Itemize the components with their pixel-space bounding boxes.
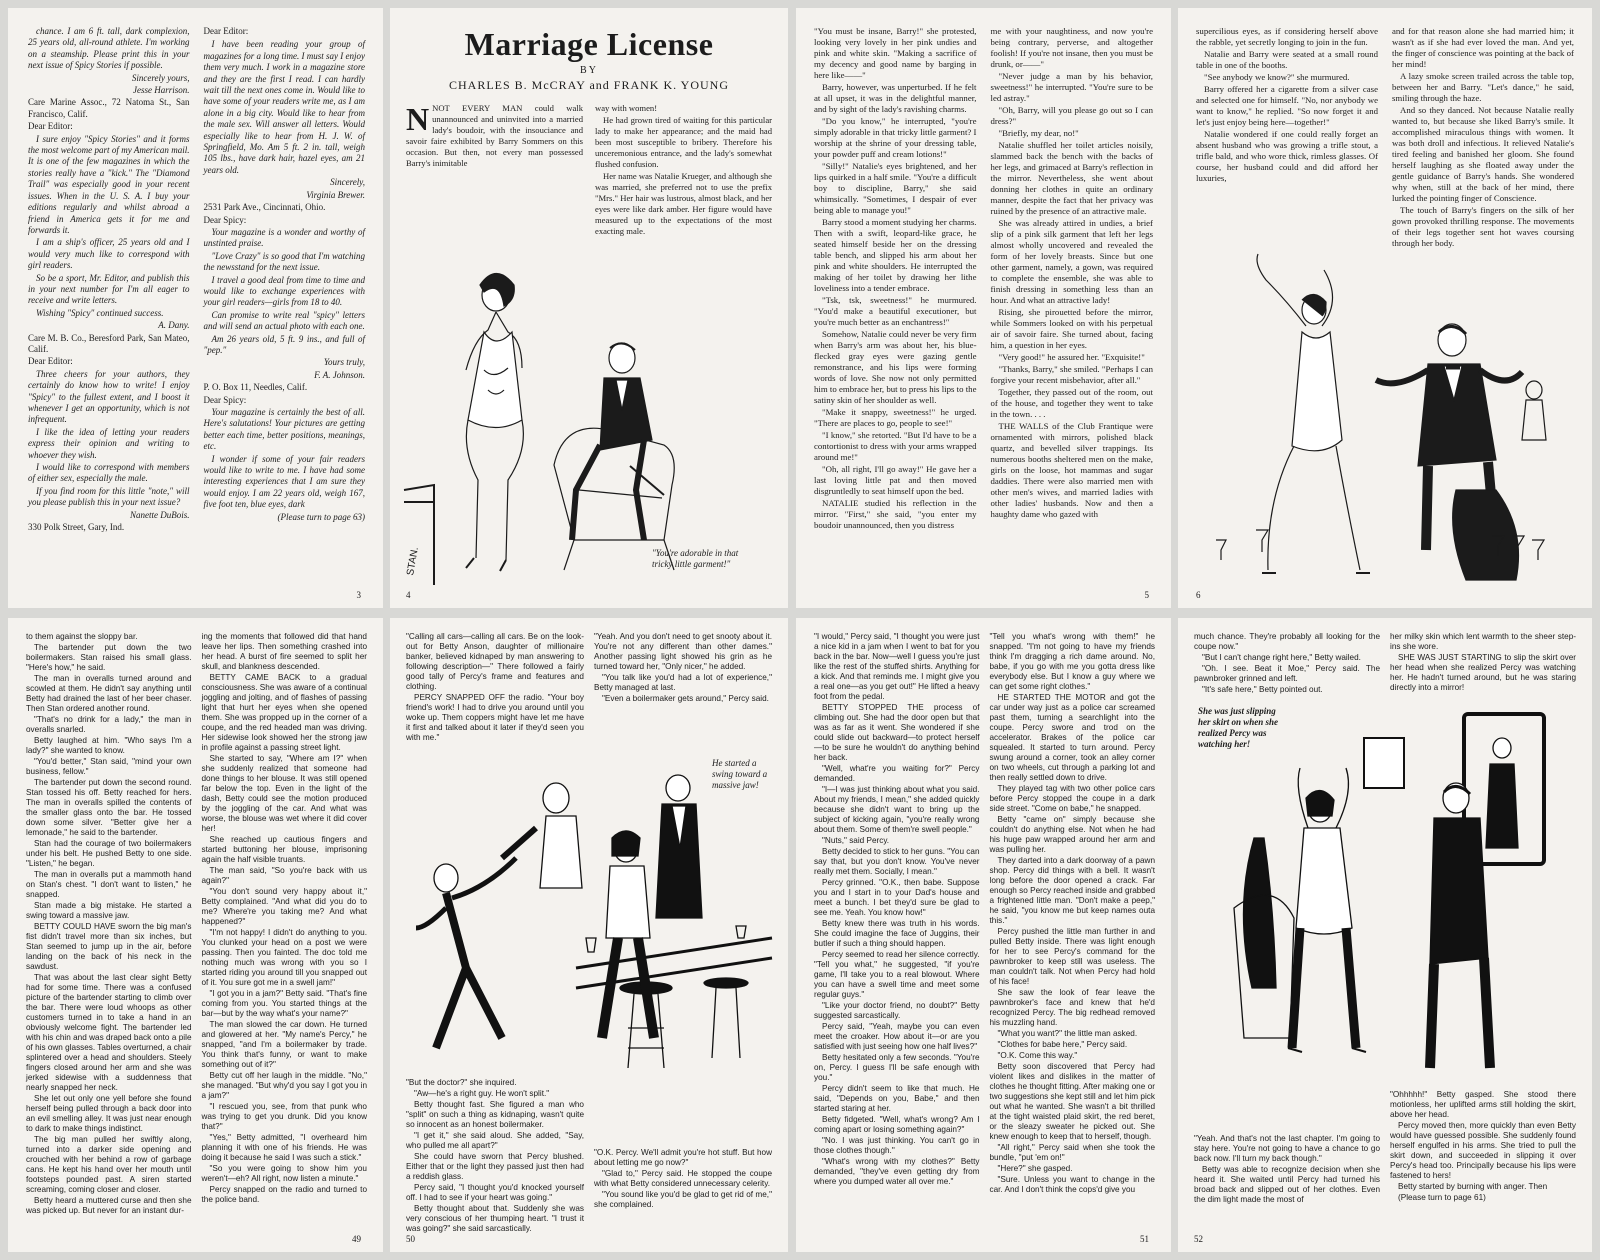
- paragraph: Betty soon discovered that Percy had violent likes and dislikes in the matter of clothes he thought fitting. After making one or two suggestions she kept still and let him pick out what he wanted. She wasn't a bit thrilled at the tight waisted plaid skirt, the red beret, or the sleazy sweater he picked out. She knew enough to keep that to herself, though.: [989, 1062, 1155, 1141]
- story-title: Marriage License: [464, 26, 714, 62]
- paragraph: She reached up cautious fingers and started buttoning her blouse, imprisoning again the half visible truants.: [201, 835, 367, 864]
- paragraph: ing the moments that followed did that hand leave her lips. Then something crashed into her head. A burst of fire seemed to split her skull, and blankness descended.: [201, 632, 367, 671]
- letter-line: I wonder if some of your fair readers would like to write to me. I have had some interesting experiences that I am sure they would enjoy. I am 22 years old, weigh 167, five foot ten, blue eyes, dark: [203, 453, 365, 510]
- paragraph: Percy said, "I thought you'd knocked yourself off. I had to see if your heart was going.": [406, 1183, 584, 1202]
- page-4-column-1: NNOT EVERY MAN could walk unannounced and uninvited into a married lady's boudoir, with the insouciance and savoir faire exhibited by Barry Sommers on this occasion. But then, not every man possessed Barry's inimitable: [406, 101, 583, 168]
- paragraph: "Oh, all right, I'll go away!" He gave her a last loving little pat and then moved disgruntledly to seat himself upon the bed.: [814, 464, 977, 496]
- paragraph: Betty knew there was truth in his words. She could imagine the face of Juggins, their butler if such a thing should happen.: [814, 919, 980, 948]
- paragraph: They darted into a dark doorway of a pawn shop. Percy did things with a bell. It wasn't long before the door opened a crack. Far enough so Percy reached inside and grabbed a frightened little man. "Don't make a peep," he said, "you know me but keep names outa this.": [989, 856, 1155, 925]
- paragraph: supercilious eyes, as if considering herself above the rabble, yet secretly longing to join in the fun.: [1196, 26, 1378, 47]
- paragraph: "You don't sound very happy about it," Betty complained. "And what did you do to me? Where're you taking me? And what happened?": [201, 887, 367, 926]
- paragraph: "I—I was just thinking about what you said. About my friends, I mean," she added quickly because she didn't want to bring up the subject of kicking again, "you're really wrong about them. Some of them're swell people.": [814, 785, 980, 834]
- paragraph: She could have sworn that Percy blushed. Either that or the light they passed just then had a reddish glass.: [406, 1152, 584, 1181]
- letter-line: 2531 Park Ave., Cincinnati, Ohio.: [203, 202, 326, 213]
- byline-by: BY: [580, 65, 598, 76]
- paragraph: "I rescued you, see, from that punk who was trying to get you drunk. Did you know that?": [201, 1102, 367, 1131]
- paragraph: "O.K. Percy. We'll admit you're hot stuff. But how about letting me go now?": [594, 1148, 772, 1167]
- paragraph: Rising, she pirouetted before the mirror, while Sommers looked on with his perpetual air of savoir faire. She turned about, facing him, a question in her eyes.: [990, 307, 1153, 350]
- letter-line: 330 Polk Street, Gary, Ind.: [28, 522, 125, 533]
- paragraph: She started to say, "Where am I?" when she suddenly realized that someone had done things to her blouse. It was still opened far below the top. Even in the light of the dash, Betty could see the motion produced by the joggling of the car. And what was worse, the blouse was wet where it did cover her!: [201, 754, 367, 833]
- paragraph: "See anybody we know?" she murmured.: [1204, 72, 1350, 82]
- letter-line: Nanette DuBois.: [130, 509, 190, 520]
- story-opening: NOT EVERY MAN could walk unannounced and uninvited into a married lady's boudoir, with the insouciance and savoir faire exhibited by Barry Sommers on this occasion. But then, not every man possessed Barry's inimitable: [406, 103, 583, 168]
- page-number: 51: [1140, 1234, 1149, 1244]
- paragraph: "Well, what're you waiting for?" Percy demanded.: [814, 764, 980, 783]
- paragraph: She was already attired in undies, a brief slip of a pink silk garment that left her legs almost wholly uncovered and revealed the form of her lovely breasts. Since but one other garment, namely, a gown, was required to complete the ensemble, she was able to finish dressing in something less than an hour. And what an attractive lady!: [990, 218, 1153, 305]
- paragraph: THE WALLS of the Club Frantique were ornamented with mirrors, polished black quartz, and bevelled silver trappings. Its numerous booths sheltered men on the make, girls on the loose, hot mammas and sugar daddies. There were also married men with other men's wives, and married ladies with other ladies' husbands. Now and then a haughty dame who gazed with: [990, 421, 1153, 519]
- letter-line: I sure enjoy "Spicy Stories" and it forms the most welcome part of my American mail. It is one of the few magazines in which the stories really have a "kick." The "Diamond Trail" was especially good in your recent issues. When in the U. S. A. I buy your editions regularly and whilst abroad a friend in America gets it for me and forwards it.: [28, 133, 190, 235]
- page-number: 6: [1196, 590, 1201, 600]
- paragraph: "So you were going to show him you weren't—eh? All right, now listen a minute.": [201, 1164, 367, 1183]
- letter-line: Three cheers for your authors, they certainly do know how to write! I enjoy "Spicy" to the fullest extent, and I boost it whenever I get an opportunity, which is not infrequent.: [28, 368, 190, 425]
- paragraph: Betty "came on" simply because she couldn't do anything else. Not when he had his huge paw wrapped around her arm and was pulling her.: [989, 815, 1155, 854]
- paragraph: That was about the last clear sight Betty had for some time. There was a confused picture of the bartender starting to climb over the bar. There were loud whoops as other customers turned in to take a hand in an obviously welcome fight. The bartender led with his chin and was draped back onto a pile of his own glasses. Tables overturned, a chair splintered over a head and shoulders. Steely fingers closed around her arm and she was jerked sidewise with a suddenness that nearly snapped her neck.: [26, 973, 192, 1092]
- paragraph: Percy seemed to read her silence correctly. "Tell you what," he suggested, "if you're game, I'll take you to a real blowout. Where you can have a swell time and meet some regular guys.": [814, 950, 980, 999]
- page-49-right-column: [202, 632, 368, 1230]
- paragraph: "O.K. Come this way.": [997, 1051, 1078, 1060]
- paragraph: "I got you in a jam?" Betty said. "That's fine coming from you. You started things at the bar—but by the way what's your name?": [201, 989, 367, 1018]
- page-number: 52: [1194, 1234, 1203, 1244]
- paragraph: Together, they passed out of the room, out of the house, and together they went to take in the town. . . .: [990, 387, 1153, 419]
- paragraph: "But the doctor?" she inquired.: [406, 1078, 517, 1087]
- letter-line: Dear Editor:: [203, 26, 249, 36]
- paragraph: "Clothes for babe here," Percy said.: [997, 1040, 1128, 1049]
- paragraph: way with women!: [595, 103, 658, 113]
- paragraph: "But I can't change right here," Betty wailed.: [1202, 653, 1361, 662]
- paragraph: The man slowed the car down. He turned and glowered at her. "My name's Percy," he snapped, "and I'm a boilermaker by trade. You think that's funny, or want to make something out of it?": [201, 1020, 367, 1069]
- paragraph: "You must be insane, Barry!" she protested, looking very lovely in her pink undies and pink and white skin. "Making a sacrifice of my decency and good name by barging in here like——": [814, 26, 977, 80]
- paragraph: Barry, however, was unperturbed. If he felt at all upset, it was in the delightful manner, and by sight of the lady's ravishing charms.: [814, 82, 977, 114]
- page-number: 49: [352, 1234, 361, 1244]
- paragraph: "What's wrong with my clothes?" Betty demanded, "they've even getting dry from where you dumped water all over me.": [814, 1157, 980, 1186]
- illustration-caption: "You're adorable in that tricky little garment!": [652, 548, 739, 569]
- page-3-left-column: [28, 26, 190, 586]
- paragraph: Somehow, Natalie could never be very firm when Barry's arm was about her, his blue-flecked gray eyes were gazing gentle remonstrance, and his lips were forming words of love. She now not only permitted him to embrace her, but to press his lips to the satiny skin of her shoulder as well.: [814, 329, 977, 405]
- letter-line: Sincerely yours,: [131, 72, 190, 83]
- paragraph: NATALIE studied his reflection in the mirror. "First," she said, "you enter my boudoir unannounced, then you distress: [814, 498, 977, 530]
- paragraph: "Nuts," said Percy.: [822, 836, 890, 845]
- paragraph: BETTY STOPPED THE process of climbing out. She had the door open but that was as far as it went. She wondered if she could slide out backward—to protect herself—to be sure he wouldn't do anything behind her back.: [814, 703, 980, 762]
- letter-line: P. O. Box 11, Needles, Calif.: [203, 382, 308, 393]
- letter-line: Dear Editor:: [28, 121, 73, 132]
- letter-line: So be a sport, Mr. Editor, and publish this in your next number for I'm all eager to receive and write letters.: [28, 272, 190, 306]
- paragraph: He had grown tired of waiting for this particular lady to make her appearance; and the maid had been most susceptible to bribery. Therefore his unceremonious entrance, and the lady's somewhat flushed confusion.: [595, 115, 772, 169]
- page-52-top-right-column: [1390, 632, 1576, 712]
- paragraph: Percy snapped on the radio and turned to the police band.: [201, 1185, 367, 1204]
- letter-line: Your magazine is a wonder and worthy of unstinted praise.: [203, 226, 365, 249]
- page-51-left-column: [814, 632, 980, 1230]
- paragraph: Betty laughed at him. "Who says I'm a lady?" she wanted to know.: [26, 736, 192, 755]
- paragraph: The man said, "So you're back with us again?": [201, 866, 367, 885]
- page-50-bottom-left-column: [406, 1078, 584, 1233]
- paragraph: her milky skin which lent warmth to the sheer step-ins she wore.: [1390, 632, 1576, 651]
- paragraph: Barry stood a moment studying her charms. Then with a swift, leopard-like grace, he seated himself beside her on the dressing table bench, and slipped his arm about her pink and white shoulders. He interrupted the making of her toilet by drawing her lithe loveliness into a tender embrace.: [814, 217, 977, 293]
- page-5-right-column: [991, 26, 1154, 586]
- letter-line: (Please turn to page 63): [277, 511, 365, 522]
- paragraph: "Do you know," he interrupted, "you're simply adorable in that tricky little garment? I worship at the shrine of your dressing table, your powder puff and cream lotions!": [814, 116, 977, 159]
- artist-signature: STAN.: [405, 546, 421, 577]
- illustration-boudoir: [404, 240, 704, 585]
- illustration-mirror: [1234, 708, 1574, 1078]
- paragraph: Percy grinned. "O.K., then babe. Suppose you and I start in to your Dad's house and meet a bunch. I bet they'd sure be glad to see me. Yeah. You know how!": [814, 878, 980, 917]
- paragraph: Betty was able to recognize decision when she heard it. She waited until Percy had turned his broad back and slipped out of her clothes. Even the dim light made the most of: [1194, 1165, 1380, 1204]
- paragraph: She saw the look of fear leave the pawnbroker's face and knew that he'd recognized Percy. The big redhead removed his muzzling hand.: [989, 988, 1155, 1027]
- page-5-left-column: [814, 26, 977, 586]
- paragraph: to them against the sloppy bar.: [26, 632, 138, 641]
- letter-line: I would like to correspond with members of either sex, especially the male.: [28, 462, 190, 484]
- paragraph: "All right," Percy said when she took the bundle, "put 'em on!": [989, 1143, 1155, 1162]
- letter-line: Dear Spicy:: [203, 394, 247, 405]
- letter-line: Care Marine Assoc., 72 Natoma St., San Francisco, Calif.: [28, 97, 190, 119]
- letter-line: Your magazine is certainly the best of all. Here's salutations! Your pictures are getting better each time, better positions, meanings, etc.: [203, 407, 365, 452]
- paragraph: Betty thought fast. She figured a man who "split" on such a thing as kidnaping, wasn't quite so innocent as an honest boilermaker.: [406, 1100, 584, 1129]
- paragraph: Betty cut off her laugh in the middle. "No," she managed. "But why'd you say I got you in a jam?": [201, 1071, 367, 1100]
- letter-line: chance. I am 6 ft. tall, dark complexion, 25 years old, all-round athlete. I'm working on a steamship. Please print this in your next issue of Spicy Stories if possible.: [28, 26, 190, 71]
- paragraph: Percy moved then, more quickly than even Betty would have guessed possible. She suddenly found herself engulfed in his arms. She tried to pull the skirt down, and succeeded in slipping it over Percy's head too. Principally because his lips were fastened to hers!: [1390, 1121, 1576, 1180]
- paragraph: Barry offered her a cigarette from a silver case and selected one for himself. "No, nor anybody we want to know," he replied. "So now forget it and let's just enjoy being here—together!": [1196, 84, 1378, 127]
- page-number: 3: [356, 590, 361, 600]
- page-50-bottom-right-column: [594, 1078, 772, 1228]
- letter-line: I am a ship's officer, 25 years old and I would very much like to correspond with girl readers.: [28, 237, 190, 271]
- letter-line: F. A. Johnson.: [314, 369, 365, 380]
- paragraph: HE STARTED THE MOTOR and got the car under way just as a police car screamed past them, turning a searchlight into the coupe. Percy swore and trod on the accelerator. Brakes of the police car squealed. It started to turn around. Percy swung around a corner, took an alley corner on two wheels, cut through a parking lot and then really settled down to drive.: [989, 693, 1155, 782]
- paragraph: PERCY SNAPPED OFF the radio. "Your boy friend's work! I had to drive you around until you woke up. Them coppers might have let me have it first and talked about it later if they'd seen you with me.": [406, 693, 584, 742]
- page-51: [796, 618, 1171, 1252]
- paragraph: Percy said, "Yeah, maybe you can even meet the croaker. How about it—or are you satisfied with just seeing how one half lives?": [814, 1022, 980, 1051]
- page-3: [8, 8, 383, 608]
- paragraph: Betty decided to stick to her guns. "You can say that, but you don't know. You've never really met them. Socially, I mean.": [814, 847, 980, 876]
- paragraph: Betty heard a muttered curse and then she was picked up. But never for an instant dur-: [26, 1196, 192, 1215]
- paragraph: (Please turn to page 61): [1398, 1193, 1486, 1202]
- paragraph: "Tsk, tsk, sweetness!" he murmured. "You'd make a beautiful executioner, but you're much better as an enchantress!": [814, 295, 977, 327]
- paragraph: "Ohhhhh!" Betty gasped. She stood there motionless, her uplifted arms still holding the skirt, above her head.: [1390, 1090, 1576, 1119]
- page-49-left-column: [26, 632, 192, 1230]
- page-number: 4: [406, 590, 411, 600]
- paragraph: The touch of Barry's fingers on the silk of her gown provoked thrilling response. The movements of their legs together sent hot waves coursing through her body.: [1392, 205, 1574, 248]
- paragraph: "I'm not happy! I didn't do anything to you. You clunked your head on a post we were passing. Then you fainted. The doc told me nothing much was wrong with you so I started riding you around till you snapped out of it. You sure got me in a swell jam!": [201, 928, 367, 987]
- paragraph: me with your naughtiness, and now you're being contrary, perverse, and altogether foolish! If you're not insane, then you must be drunk, or——": [990, 26, 1153, 69]
- letter-line: Virginia Brewer.: [306, 189, 365, 200]
- letter-line: Care M. B. Co., Beresford Park, San Mateo, Calif.: [28, 332, 190, 354]
- paragraph: The bartender put down the two boilermakers. Stan raised his small glass. "Here's how," he said.: [26, 643, 192, 672]
- paragraph: Stan had the courage of two boilermakers under his belt. He pushed Betty to one side. "Listen," he began.: [26, 839, 192, 868]
- paragraph: "It's safe here," Betty pointed out.: [1202, 685, 1323, 694]
- page-number: 50: [406, 1234, 415, 1244]
- paragraph: "Thanks, Barry," she smiled. "Perhaps I can forgive your recent misbehavior, after all.": [990, 364, 1153, 385]
- paragraph: Natalie shuffled her toilet articles noisily, slammed back the bench with the backs of her legs, and grimaced at Barry's reflection in the mirror. Nevertheless, she went about donning her clothes in quite an ordinary manner, despite the fact that her privacy was ruined by the presence of an attractive male.: [990, 140, 1153, 216]
- page-3-right-column: [204, 26, 366, 586]
- paragraph: "Sure. Unless you want to change in the car. And I don't think the cops'd give you: [989, 1175, 1155, 1194]
- paragraph: "Yes," Betty admitted, "I overheard him planning it with one of his friends. He was doing it because he said I was such a stick.": [201, 1133, 367, 1162]
- paragraph: "Glad to," Percy said. He stopped the coupe with what Betty considered unnecessary celerity.: [594, 1169, 772, 1188]
- paragraph: SHE WAS JUST STARTING to slip the skirt over her head when she realized Percy was watching her. He hadn't turned around, but he was staring directly into a mirror!: [1390, 653, 1576, 692]
- page-5: [796, 8, 1171, 608]
- paragraph: The bartender put down the second round. Stan tossed his off. Betty reached for hers. The man in overalls spilled the contents of the smaller glass onto the bar. He tossed down some silver. "Better give her a lemonade," he said to the bartender.: [26, 778, 192, 837]
- paragraph: "Like your doctor friend, no doubt?" Betty suggested sarcastically.: [814, 1001, 980, 1020]
- paragraph: Betty fidgeted. "Well, what's wrong? Am I coming apart or losing something again?": [814, 1115, 980, 1134]
- paragraph: "You sound like you'd be glad to get rid of me," she complained.: [594, 1190, 772, 1209]
- letter-line: I have been reading your group of magazines for a long time. I must say I enjoy them very much. I work in a magazine store and they are the first I read. I can hardly wait till the next ones come in. Would like to have some of your readers write me, as I am alone in a big city. Would like to hear from the male sex. Will answer all letters. Would especially like to hear from H. J. W. of Springfield, Mo. Am 5 ft. 2 in. tall, weigh 105 lbs., have dark hair, hazel eyes, am 21 years old.: [203, 39, 365, 175]
- paragraph: And so they danced. Not because Natalie really wanted to, but because she liked Barry's smile. It accomplished miraculous things with women. It was both droll and infectious. It relieved Natalie's tired feeling and banished her gloom. She found herself laughing as she floated away under the gentle guidance of Barry's hands. She wondered why when, still at the back of her mind, there lurked the pointing finger of Conscience.: [1392, 105, 1574, 203]
- paragraph: "You talk like you'd had a lot of experience," Betty managed at last.: [594, 673, 772, 692]
- paragraph: The big man pulled her swiftly along, turned into a darker side opening and crouched with her behind a row of garbage cans. He kept his hand over her mouth until footsteps pounded past. A siren started screaming, coming closer and closer.: [26, 1135, 192, 1194]
- paragraph: They played tag with two other police cars before Percy stopped the coupe in a dark side street. "Come on babe," he snapped.: [989, 784, 1155, 813]
- paragraph: Natalie and Barry were seated at a small round table in one of the booths.: [1196, 49, 1378, 70]
- paragraph: Betty started by burning with anger. Then: [1398, 1182, 1548, 1191]
- paragraph: Stan made a big mistake. He started a swing toward a massive jaw.: [26, 901, 192, 920]
- paragraph: BETTY CAME BACK to a gradual consciousness. She was aware of a continual joggling and jolting, and of flashes of passing light that hurt her eyes when she opened them. She was propped up in the corner of a coupe, and the red headed man was driving. Her sidewise look showed her the strong jaw in profile against a passing street light.: [201, 673, 367, 752]
- letter-line: Dear Spicy:: [203, 214, 247, 225]
- paragraph: "I know," she retorted. "But I'd have to be a contortionist to dress with your arms wrapped around me!": [814, 430, 977, 462]
- letter-line: Jesse Harrison.: [133, 85, 190, 96]
- paragraph: "Very good!" he assured her. "Exquisite!": [998, 352, 1145, 362]
- page-52-bottom-left-column: [1194, 1090, 1380, 1240]
- letter-line: "Love Crazy" is so good that I'm watching the newsstand for the next issue.: [203, 250, 365, 273]
- paragraph: Percy pushed the little man further in and pulled Betty inside. There was light enough for her to see Percy's command for the pawnbroker to keep still was useless. The man couldn't talk. Not when Percy had hold of his face!: [989, 927, 1155, 986]
- paragraph: Betty hesitated only a few seconds. "You're on, Percy. I guess I'll be safe enough with you.": [814, 1053, 980, 1082]
- paragraph: "Make it snappy, sweetness!" he urged. "There are places to go, people to see!": [814, 407, 977, 428]
- paragraph: "Silly!" Natalie's eyes brightened, and her lips quirked in a half smile. "You're a difficult boy to discipline, Barry," she said whimsically. "Sometimes, I despair of ever being able to manage you!": [814, 161, 977, 215]
- paragraph: and for that reason alone she had married him; it wasn't as if she had ever loved the man. And yet, the finger of conscience was pointing at the back of her mind!: [1392, 26, 1574, 69]
- illustration-dance: [1196, 240, 1574, 590]
- story-authors: CHARLES B. McCRAY and FRANK K. YOUNG: [448, 78, 730, 92]
- paragraph: The man in overalls put a mammoth hand on Stan's chest. "I don't want to listen," he snapped.: [26, 870, 192, 899]
- paragraph: "Calling all cars—calling all cars. Be on the look-out for Betty Anson, daughter of millionaire banker, believed kidnaped by man answering to following description—" There followed a fairly good tally of Percy's frame and features and clothing.: [406, 632, 584, 691]
- page-52-top-left-column: [1194, 632, 1380, 712]
- page-51-right-column: [990, 632, 1156, 1230]
- page-number: 5: [1144, 590, 1149, 600]
- paragraph: "Yeah. And you don't need to get snooty about it. You're not any different than other dames." Another passing light showed his grin as he turned toward her, "Only nicer," he added.: [594, 632, 772, 671]
- page-6: [1178, 8, 1592, 608]
- paragraph: "No. I was just thinking. You can't go in those clothes though.": [814, 1136, 980, 1155]
- paragraph: She let out only one yell before she found herself being pulled through a back door into an evil smelling alley. It was just near enough to dark to make things indistinct.: [26, 1094, 192, 1133]
- paragraph: "Tell you what's wrong with them!" he snapped. "I'm not going to have my friends think I'm dragging a rich dame around. No, babe, if you go with me you gotta dress like everybody else. But I know a guy where we can get some right clothes.": [989, 632, 1155, 691]
- paragraph: BETTY COULD HAVE sworn the big man's fist didn't travel more than six inches, but Stan seemed to jump up in the air, before landing on the back of his neck in the sawdust.: [26, 922, 192, 971]
- paragraph: A lazy smoke screen trailed across the table top, between her and Barry. "Let's dance," he said, smiling through the haze.: [1392, 71, 1574, 103]
- page-49: [8, 618, 383, 1252]
- paragraph: "I get it," she said aloud. She added, "Say, who pulled me all apart?": [406, 1131, 584, 1150]
- paragraph: "Here?" she gasped.: [997, 1164, 1073, 1173]
- letter-line: If you find room for this little "note," will you please publish this in your next issue?: [28, 485, 190, 508]
- letter-line: Am 26 years old, 5 ft. 9 ins., and full of "pep.": [203, 333, 365, 355]
- paragraph: Her name was Natalie Krueger, and although she was married, she preferred not to use the prefix "Mrs." Her hair was lustrous, almost black, and her eyes were like dark amber. Her figure would have measured up to the expectations of the most exacting male.: [595, 171, 772, 236]
- paragraph: "What you want?" the little man asked.: [997, 1029, 1138, 1038]
- paragraph: "Yeah. And that's not the last chapter. I'm going to stay here. You're not going to have a chance to go back now. I'll turn my back though.": [1194, 1134, 1380, 1163]
- letter-line: Dear Editor:: [28, 356, 73, 367]
- paragraph: much chance. They're probably all looking for the coupe now.": [1194, 632, 1380, 651]
- paragraph: Natalie wondered if one could really forget an absent husband who was growing a trifle stout, a trifle bald, and who wore thick, rimless glasses. Of course, her husband could and did afford her luxuries,: [1196, 129, 1378, 183]
- paragraph: "You'd better," Stan said, "mind your own business, fellow.": [26, 757, 192, 776]
- paragraph: "I would," Percy said, "I thought you were just a nice kid in a jam when I went to bat for you back in the bar. Now—well I guess you're just like the rest of the stuffed shirts. Anything for a kick. And that reminds me. I might give you a real one—as you get out!" He lifted a heavy foot from the pedal.: [814, 632, 980, 701]
- letter-line: I travel a good deal from time to time and would like to exchange experiences with your girl readers—girls from 18 to 40.: [203, 274, 365, 308]
- letter-line: Wishing "Spicy" continued success.: [36, 307, 164, 318]
- paragraph: "Briefly, my dear, no!": [998, 128, 1079, 138]
- page-4: [390, 8, 788, 608]
- paragraph: Betty thought about that. Suddenly she was very conscious of her thumping heart. "I trust it was going?" she said sarcastically.: [406, 1204, 584, 1233]
- paragraph: "Never judge a man by his behavior, sweetness!" he interrupted. "You're sure to be led astray.": [990, 71, 1153, 103]
- paragraph: "Aw—he's a right guy. He won't split.": [414, 1089, 550, 1098]
- letter-line: I like the idea of letting your readers express their opinion and writing to whoever they wish.: [28, 426, 190, 460]
- letter-line: Can promise to write real "spicy" letters and will send an actual photo with each one.: [203, 309, 365, 332]
- paragraph: "That's no drink for a lady," the man in overalls snarled.: [26, 715, 192, 734]
- paragraph: "Even a boilermaker gets around," Percy said.: [602, 694, 769, 703]
- letter-line: Yours truly,: [323, 357, 365, 368]
- paragraph: "Oh, Barry, will you please go out so I can dress?": [990, 105, 1153, 126]
- letter-line: Sincerely,: [330, 177, 365, 188]
- page-4-column-2: [595, 103, 772, 238]
- paragraph: The man in overalls turned around and scowled at them. He didn't say anything until Betty had drained the last of her beer chaser. Then Stan ordered another round.: [26, 674, 192, 713]
- page-52-bottom-right-column: [1390, 1090, 1576, 1240]
- illustration-caption: He started a swing toward a massive jaw!: [712, 758, 768, 790]
- illustration-caption: She was just slipping her skirt on when she realized Percy was watching her!: [1198, 706, 1279, 749]
- paragraph: "Oh. I see. Beat it Moe," Percy said. The pawnbroker grinned and left.: [1194, 664, 1380, 683]
- letter-line: A. Dany.: [158, 320, 190, 331]
- page-50: [390, 618, 788, 1252]
- page-52: [1178, 618, 1592, 1252]
- paragraph: Percy didn't seem to like that much. He said, "Depends on you, Babe," and then started staring at her.: [814, 1084, 980, 1113]
